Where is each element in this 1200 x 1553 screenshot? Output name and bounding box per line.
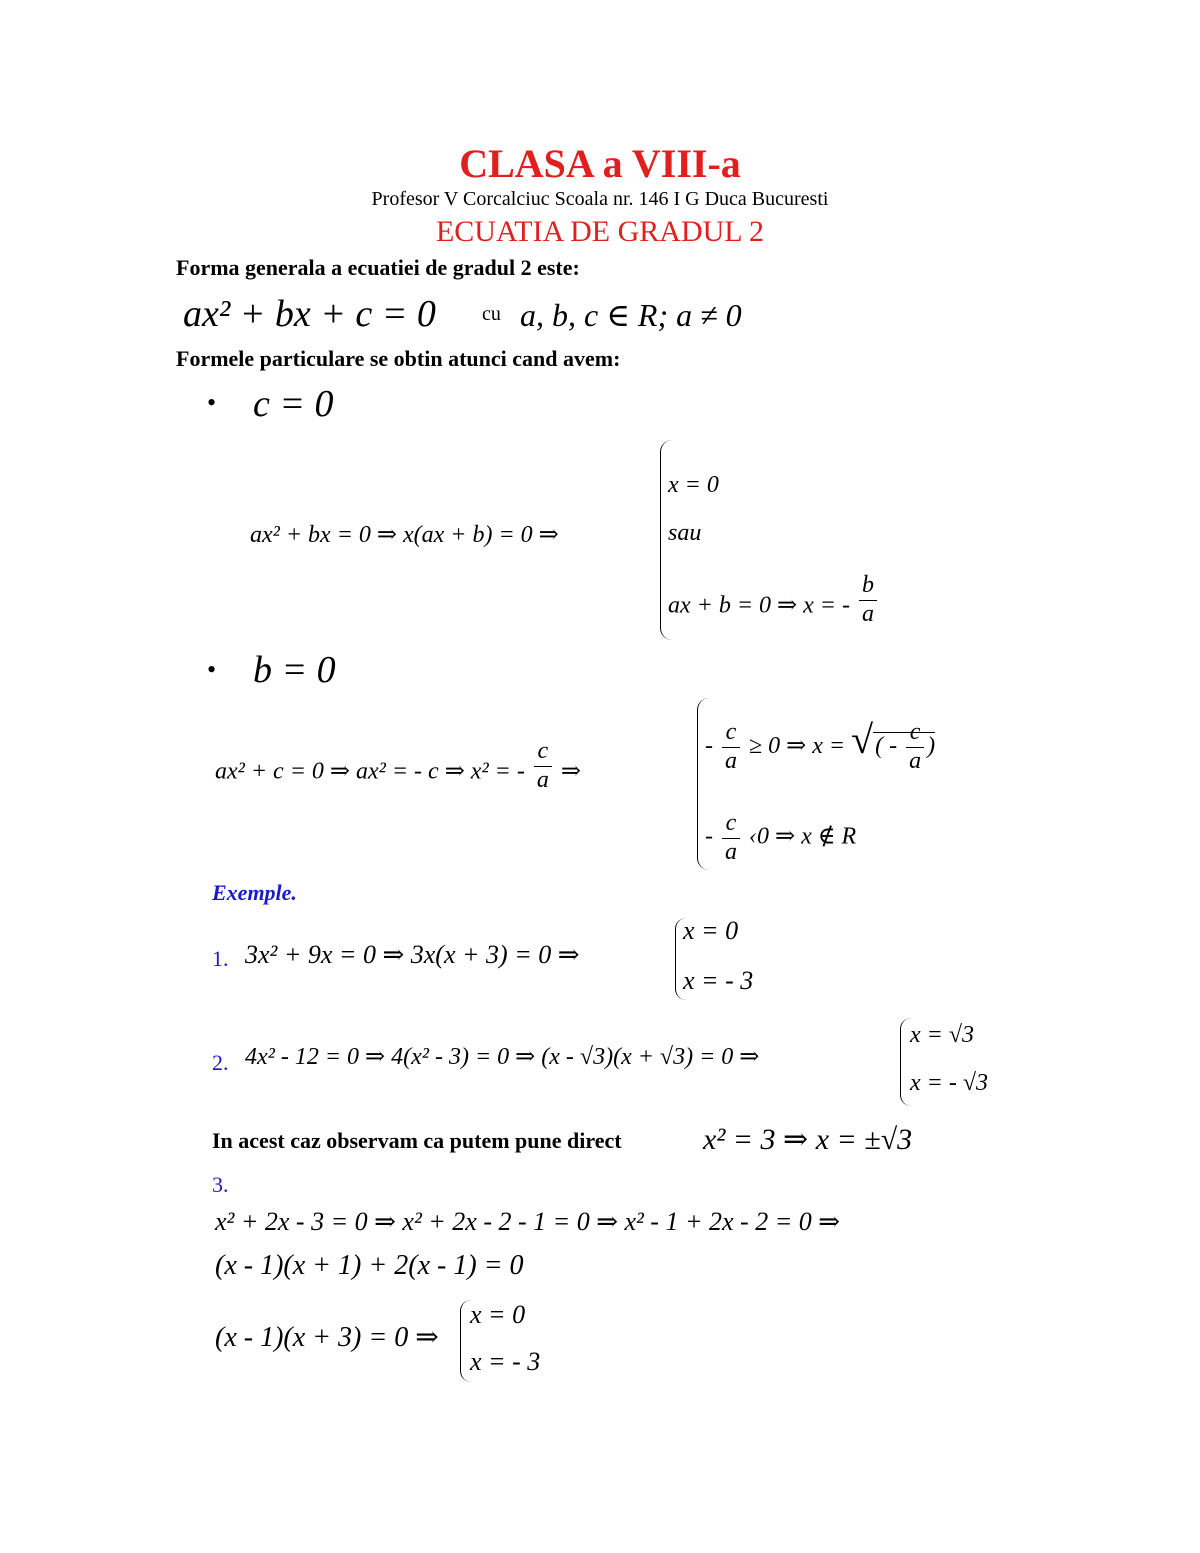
case-b-lhs [215,738,581,794]
note-equation: x² = 3 ⇒ x = ±√3 [703,1123,913,1156]
example-1-label: 1. [212,946,229,971]
case-c-fraction [859,572,877,628]
example-1-root1: x = 0 [683,916,739,945]
examples-heading: Exemple. [212,880,297,905]
case-c-line1: x = 0 [668,472,719,498]
example-2-root2: x = - √3 [910,1070,989,1096]
general-form-label: Forma generala a ecuatiei de gradul 2 este: [176,255,580,280]
example-1-equation: 3x² + 9x = 0 ⇒ 3x(x + 3) = 0 ⇒ [245,940,580,969]
case-b-lhs-fraction [534,738,552,794]
case-b-row1 [705,716,935,776]
note-text: In acest caz observam ca putem pune direct [212,1128,622,1153]
general-cu-word: cu [482,303,501,325]
case-b-r2-minus: - [705,823,713,850]
case-b-lhs-den: a [536,766,549,793]
case-b-r2-tail: ‹0 ⇒ x ∉ R [749,823,857,850]
case-b-lhs-arrow: ⇒ [560,758,581,785]
example-3-line1: x² + 2x - 3 = 0 ⇒ x² + 2x - 2 - 1 = 0 ⇒ x² - 1 + 2x - 2 = 0 ⇒ [215,1207,841,1236]
example-2-root1: x = √3 [910,1022,975,1048]
case-b-r1-num: c [722,719,740,748]
case-c-line3 [668,572,880,628]
example-3-line3: (x - 1)(x + 3) = 0 ⇒ [215,1322,439,1353]
case-b-row2 [705,810,856,866]
example-3-label: 3. [212,1172,229,1197]
case-b-r2-den: a [725,838,737,865]
case-b-r1-mid: ≥ 0 ⇒ x = [749,733,846,759]
case-c-heading: c = 0 [253,383,334,425]
case-b-lhs-num: c [534,738,552,767]
example-2-equation: 4x² - 12 = 0 ⇒ 4(x² - 3) = 0 ⇒ (x - √3)(x + √3) = 0 ⇒ [245,1044,760,1070]
example-3-root1: x = 0 [470,1300,526,1329]
case-b-r1-sqrt-den: a [909,747,922,774]
case-c-lhs: ax² + bx = 0 ⇒ x(ax + b) = 0 ⇒ [250,522,559,548]
example-1-root2: x = - 3 [683,966,754,995]
case-c-frac-num: b [859,572,877,601]
general-conditions: a, b, c ∈ R; a ≠ 0 [520,297,742,333]
general-equation: ax² + bx + c = 0 [183,293,436,335]
topic-title: ECUATIA DE GRADUL 2 [435,215,765,248]
sqrt-icon: √ [851,717,874,762]
bullet-b: • [207,655,217,684]
case-c-frac-den: a [862,600,874,627]
particular-label: Formele particulare se obtin atunci cand avem: [176,346,621,371]
case-b-r1-sqrt: ( - $\frac{c}{a}$ ) [875,719,936,774]
case-c-line2: sau [668,520,702,546]
case-b-heading: b = 0 [253,649,336,691]
case-b-r2-num: c [722,810,740,839]
example-3-root2: x = - 3 [470,1347,541,1376]
bullet-c: • [207,388,217,417]
case-b-r1-sqrt-fraction [906,719,924,775]
case-b-r1-sqrt-minus: - [889,733,898,759]
case-b-r1-den: a [725,747,737,774]
case-b-lhs-text: ax² + c = 0 ⇒ ax² = - c ⇒ x² = - [215,758,525,785]
case-c-line3-text: ax + b = 0 ⇒ x = - [668,592,850,619]
case-b-r2-fraction [722,810,740,866]
page-title: CLASA a VIII-a [459,141,741,186]
case-b-r1-sqrt-num: c [906,719,924,748]
example-3-line2: (x - 1)(x + 1) + 2(x - 1) = 0 [215,1250,524,1281]
author-line: Profesor V Corcalciuc Scoala nr. 146 I G Duca Bucuresti [371,188,829,210]
case-b-r1-minus: - [705,733,713,759]
case-b-r1-fraction [722,719,740,775]
example-2-label: 2. [212,1050,229,1075]
